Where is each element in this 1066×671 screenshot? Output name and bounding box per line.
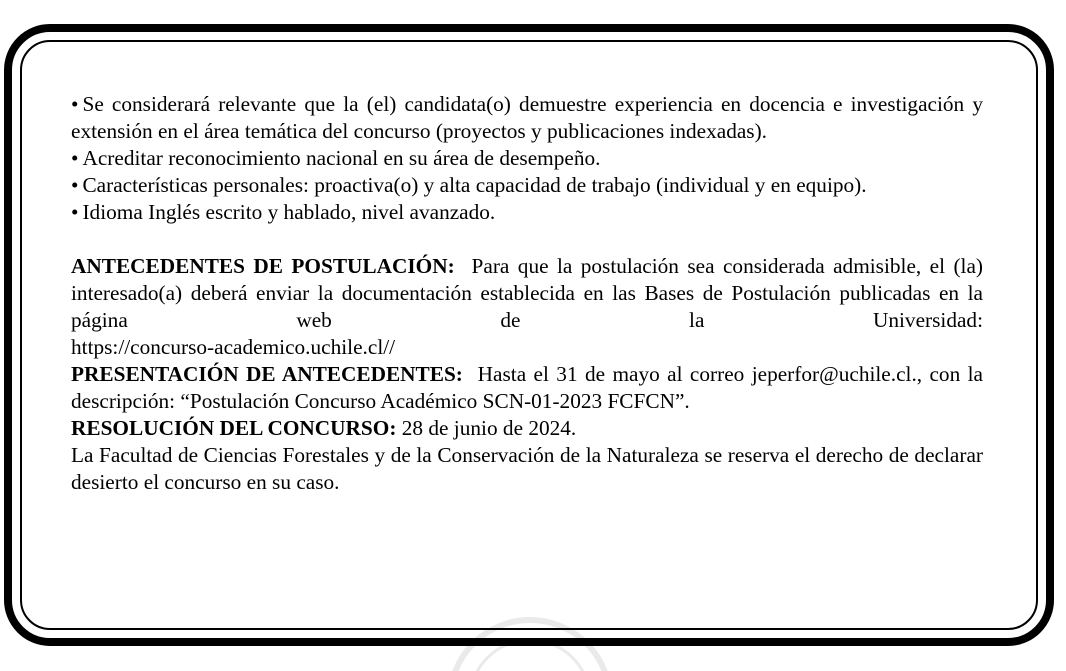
- bullet-item: [71, 172, 983, 199]
- bullet-text: Características personales: proactiva(o) y alta capacidad de trabajo (individual y en equipo).: [82, 173, 867, 197]
- bullet-text: Acreditar reconocimiento nacional en su área de desempeño.: [82, 146, 601, 170]
- bullet-item: [71, 91, 983, 145]
- resolucion-heading: RESOLUCIÓN DEL CONCURSO:: [71, 416, 397, 440]
- antecedentes-paragraph: [71, 253, 983, 334]
- presentacion-text: Hasta el 31 de mayo al correo jeperfor@uchile.cl., con la descripción: “Postulación Concurso Académico SCN-01-2023 FCFCN”.: [71, 362, 983, 413]
- bullet-item: [71, 199, 983, 226]
- antecedentes-heading: ANTECEDENTES DE POSTULACIÓN:: [71, 254, 455, 278]
- watermark-seal-icon: [430, 600, 630, 671]
- document-body: [71, 91, 983, 496]
- closing-paragraph: La Facultad de Ciencias Forestales y de la Conservación de la Naturaleza se reserva el derecho de declarar desierto el concurso en su caso.: [71, 443, 983, 494]
- antecedentes-text: Para que la postulación sea considerada admisible, el (la) interesado(a) deberá enviar la documentación establecida en las Bases de Postulación publicadas en la página web de la Universidad:: [71, 254, 983, 332]
- bullet-icon: •: [71, 173, 79, 197]
- resolucion-date: 28 de junio de 2024.: [401, 416, 577, 440]
- spacer: [71, 226, 983, 253]
- universidad-url: https://concurso-academico.uchile.cl//: [71, 335, 396, 359]
- bullet-icon: •: [71, 146, 79, 170]
- presentacion-paragraph: [71, 361, 983, 415]
- bullet-item: [71, 145, 983, 172]
- bullet-icon: •: [71, 200, 79, 224]
- bullet-text: Se considerará relevante que la (el) candidata(o) demuestre experiencia en docencia e investigación y extensión en el área temática del concurso (proyectos y publicaciones indexadas).: [71, 92, 983, 143]
- bullet-icon: •: [71, 92, 79, 116]
- bullet-text: Idioma Inglés escrito y hablado, nivel avanzado.: [82, 200, 496, 224]
- resolucion-paragraph: [71, 415, 983, 442]
- antecedentes-url-line: [71, 334, 983, 361]
- presentacion-heading: PRESENTACIÓN DE ANTECEDENTES:: [71, 362, 463, 386]
